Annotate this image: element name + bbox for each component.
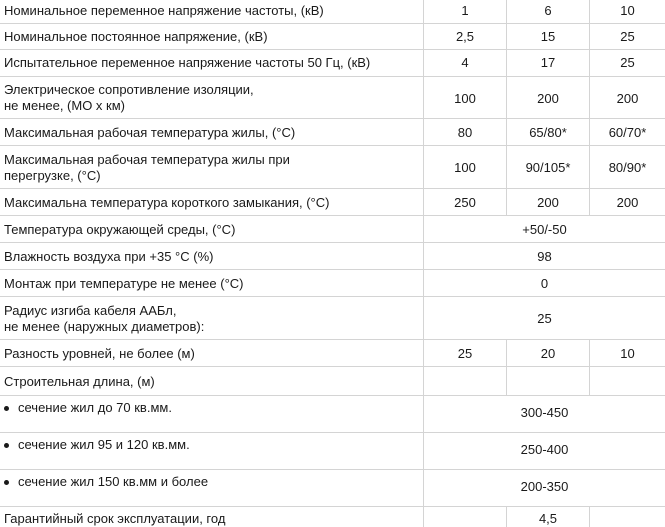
bullet-icon xyxy=(4,480,9,485)
row-label: Влажность воздуха при +35 °С (%) xyxy=(4,249,214,264)
value-cell: 1 xyxy=(461,3,469,18)
list-item-label: сечение жил 95 и 120 кв.мм. xyxy=(18,437,190,452)
row-divider xyxy=(0,296,665,297)
bullet-icon xyxy=(4,443,9,448)
value-cell: 4 xyxy=(461,55,469,70)
row-label: Испытательное переменное напряжение частоты 50 Гц, (кВ) xyxy=(4,55,371,70)
value-cell: 60/70* xyxy=(608,125,647,140)
row-divider xyxy=(0,215,665,216)
row-label: Электрическое сопротивление изоляции, xyxy=(4,82,254,97)
value-cell: 100 xyxy=(454,160,476,175)
row-label: Максимальная рабочая температура жилы, (°С) xyxy=(4,125,296,140)
row-label: Номинальное переменное напряжение частоты, (кВ) xyxy=(4,3,324,18)
row-divider xyxy=(0,339,665,340)
row-divider xyxy=(0,432,665,433)
value-cell: 65/80* xyxy=(529,125,567,140)
value-cell: 250-400 xyxy=(520,442,569,457)
row-divider xyxy=(0,23,665,24)
value-cell: 10 xyxy=(620,346,635,361)
row-label: не менее, (МО х км) xyxy=(4,98,125,113)
value-cell: 25 xyxy=(620,29,635,44)
value-cell: 300-450 xyxy=(520,405,569,420)
section-label: Строительная длина, (м) xyxy=(4,374,155,389)
row-divider xyxy=(0,269,665,270)
value-cell: 6 xyxy=(544,3,552,18)
column-divider xyxy=(589,506,590,527)
row-divider xyxy=(0,118,665,119)
value-cell: 98 xyxy=(537,249,552,264)
value-cell: 25 xyxy=(457,346,473,361)
value-cell: 20 xyxy=(540,346,556,361)
row-divider xyxy=(0,188,665,189)
row-label: не менее (наружных диаметров): xyxy=(4,319,205,334)
row-label: Максимальна температура короткого замыкания, (°С) xyxy=(4,195,330,210)
value-cell: +50/-50 xyxy=(522,222,567,237)
value-cell: 10 xyxy=(620,3,635,18)
value-cell: 80/90* xyxy=(608,160,647,175)
value-cell: 200 xyxy=(537,91,559,106)
row-divider xyxy=(0,395,665,396)
value-cell: 17 xyxy=(540,55,556,70)
value-cell: 200 xyxy=(616,195,639,210)
row-label: Гарантийный срок эксплуатации, год xyxy=(4,511,226,526)
value-cell: 4,5 xyxy=(538,511,558,526)
value-cell: 90/105* xyxy=(525,160,571,175)
row-divider xyxy=(0,242,665,243)
row-divider xyxy=(0,76,665,77)
value-cell: 100 xyxy=(454,91,476,106)
value-cell: 80 xyxy=(457,125,473,140)
value-cell: 200 xyxy=(537,195,559,210)
value-cell: 250 xyxy=(454,195,476,210)
list-item-label: сечение жил до 70 кв.мм. xyxy=(18,400,172,415)
row-label: Радиус изгиба кабеля ААБл, xyxy=(4,303,177,318)
value-cell: 25 xyxy=(620,55,635,70)
value-cell: 25 xyxy=(537,311,552,326)
value-cell: 200 xyxy=(616,91,639,106)
value-cell: 200-350 xyxy=(520,479,569,494)
row-divider xyxy=(0,145,665,146)
row-label: Монтаж при температуре не менее (°С) xyxy=(4,276,244,291)
row-label: перегрузке, (°С) xyxy=(4,168,101,183)
row-label: Температура окружающей среды, (°С) xyxy=(4,222,236,237)
row-divider xyxy=(0,469,665,470)
row-label: Максимальная рабочая температура жилы при xyxy=(4,152,290,167)
bullet-icon xyxy=(4,406,9,411)
row-divider xyxy=(0,366,665,367)
value-cell: 15 xyxy=(540,29,556,44)
row-label: Номинальное постоянное напряжение, (кВ) xyxy=(4,29,268,44)
value-cell: 0 xyxy=(540,276,549,291)
value-cell: 2,5 xyxy=(455,29,475,44)
list-item-label: сечение жил 150 кв.мм и более xyxy=(18,474,209,489)
row-divider xyxy=(0,506,665,507)
row-divider xyxy=(0,49,665,50)
row-label: Разность уровней, не более (м) xyxy=(4,346,195,361)
